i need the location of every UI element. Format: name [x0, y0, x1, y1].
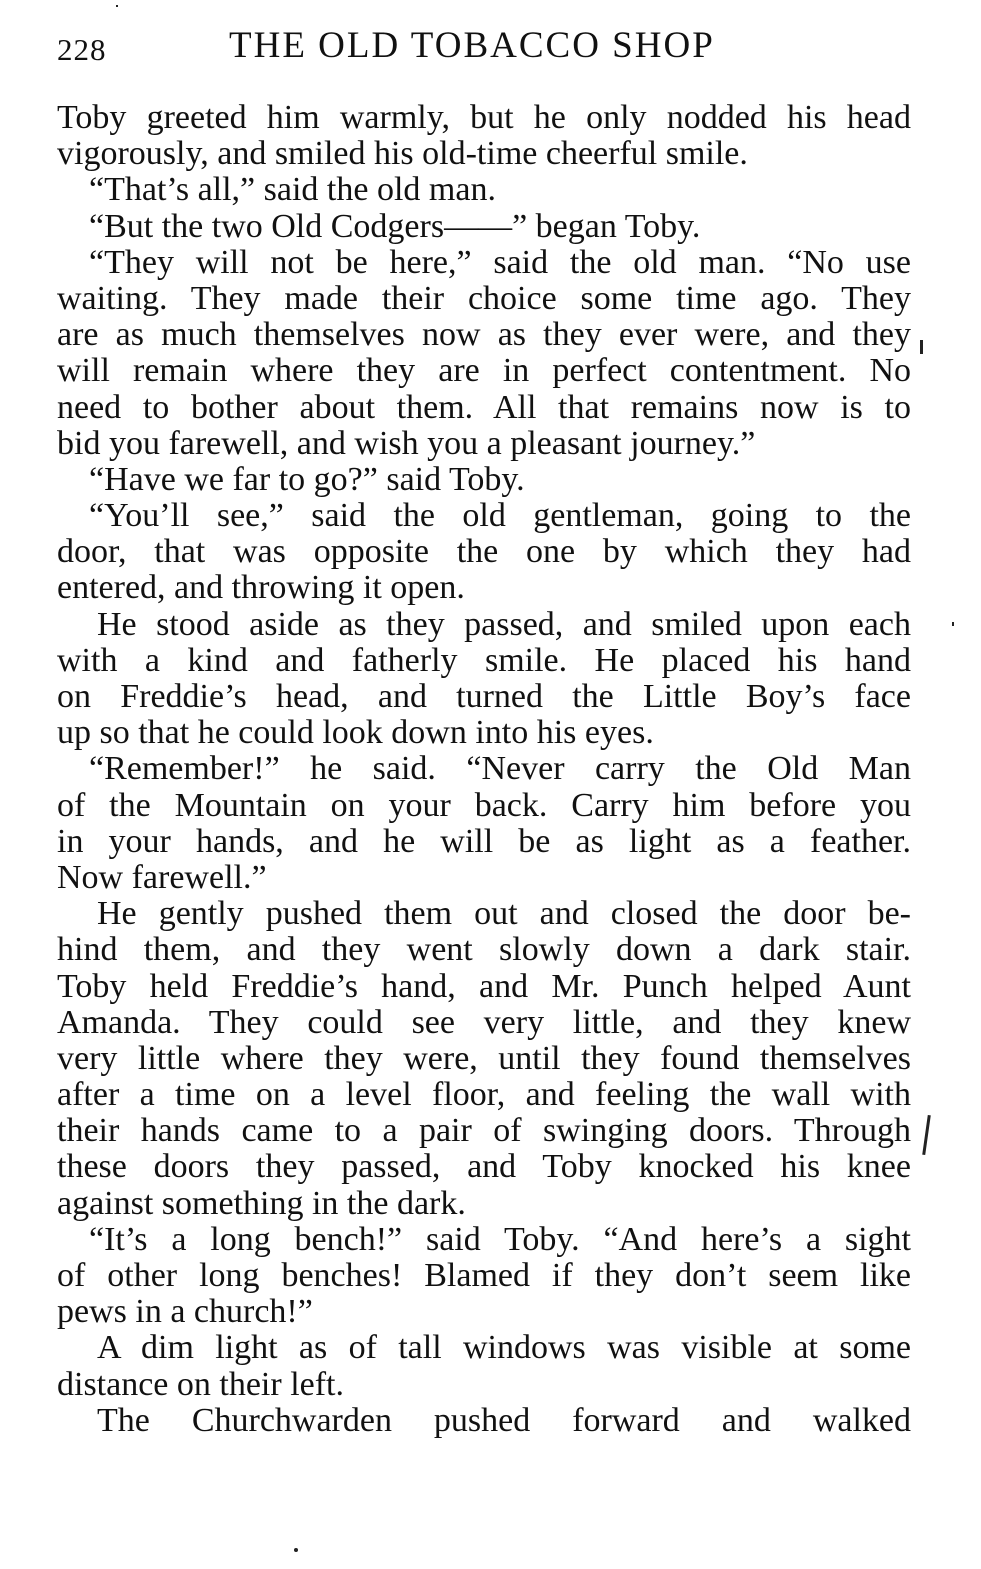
- text-line: these doors they passed, and Toby knocked his knee: [57, 1148, 911, 1186]
- text-line: with a kind and fatherly smile. He placed his hand: [57, 641, 911, 679]
- text-line: “Remember!” he said. “Never carry the Old Man: [89, 750, 911, 788]
- margin-speck: [922, 1115, 931, 1155]
- text-line: of the Mountain on your back. Carry him before you: [57, 786, 911, 824]
- text-line: waiting. They made their choice some time ago. They: [57, 279, 911, 317]
- text-line: The Churchwarden pushed forward and walked: [97, 1401, 911, 1439]
- text-line: very little where they were, until they found themselves: [57, 1039, 911, 1077]
- text-line: Toby held Freddie’s hand, and Mr. Punch helped Aunt: [57, 967, 911, 1005]
- text-line: A dim light as of tall windows was visible at some: [97, 1329, 911, 1367]
- text-line: will remain where they are in perfect contentment. No: [57, 352, 911, 390]
- text-line: pews in a church!”: [57, 1293, 313, 1331]
- text-line: He gently pushed them out and closed the door be-: [97, 895, 911, 933]
- text-line: up so that he could look down into his eyes.: [57, 714, 654, 752]
- text-line: hind them, and they went slowly down a dark stair.: [57, 931, 911, 969]
- text-line: their hands came to a pair of swinging doors. Through: [57, 1112, 911, 1150]
- text-line: Amanda. They could see very little, and they knew: [57, 1003, 911, 1041]
- text-line: of other long benches! Blamed if they don’t seem like: [57, 1257, 911, 1294]
- text-line: He stood aside as they passed, and smiled upon each: [97, 605, 911, 643]
- text-line: “They will not be here,” said the old man. “No use: [89, 243, 911, 281]
- margin-speck: [952, 622, 954, 626]
- text-line: Now farewell.”: [57, 858, 267, 896]
- text-line: after a time on a level floor, and feeling the wall with: [57, 1076, 911, 1114]
- text-line: need to bother about them. All that remains now is to: [57, 388, 911, 426]
- text-line: “Have we far to go?” said Toby.: [89, 460, 525, 498]
- text-line: “It’s a long bench!” said Toby. “And here’s a sight: [89, 1220, 911, 1258]
- text-line: entered, and throwing it open.: [57, 569, 465, 607]
- text-line: vigorously, and smiled his old-time cheerful smile.: [57, 135, 748, 173]
- text-line: are as much themselves now as they ever were, and they: [57, 316, 911, 354]
- margin-speck: [294, 1548, 298, 1552]
- text-line: Toby greeted him warmly, but he only nodded his head: [57, 99, 911, 136]
- text-line: bid you farewell, and wish you a pleasant journey.”: [57, 424, 756, 462]
- body-text: [57, 100, 911, 1439]
- text-line: door, that was opposite the one by which they had: [57, 533, 911, 571]
- page-number: 228: [57, 32, 107, 67]
- text-line: on Freddie’s head, and turned the Little Boy’s face: [57, 678, 911, 715]
- text-line: in your hands, and he will be as light as a feather.: [57, 822, 911, 860]
- text-line: “That’s all,” said the old man.: [89, 171, 496, 209]
- text-line: “You’ll see,” said the old gentleman, going to the: [89, 497, 911, 535]
- text-line: against something in the dark.: [57, 1184, 466, 1222]
- running-title: THE OLD TOBACCO SHOP: [229, 25, 715, 66]
- page-header: [57, 22, 917, 72]
- text-line: “But the two Old Codgers——” began Toby.: [89, 207, 701, 245]
- margin-speck: [920, 340, 923, 354]
- margin-speck: [116, 5, 118, 7]
- text-line: distance on their left.: [57, 1365, 345, 1403]
